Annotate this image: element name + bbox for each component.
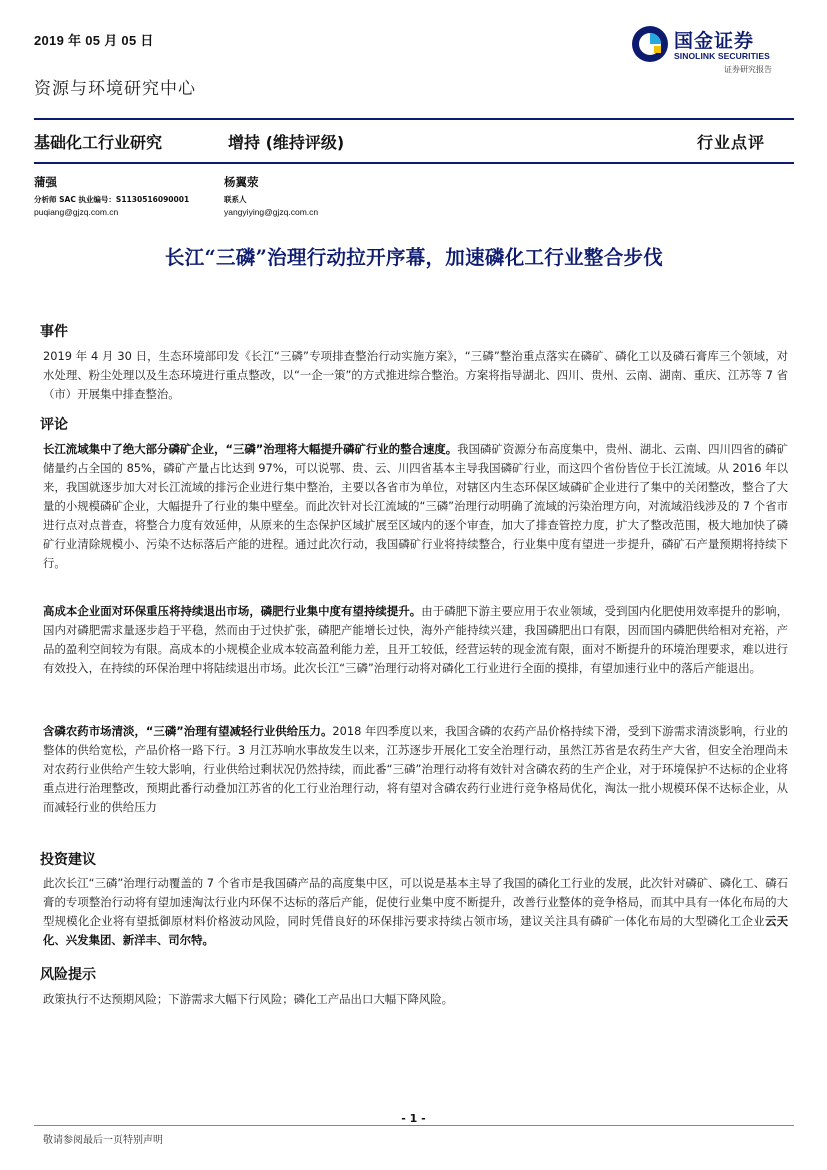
logo-emblem-icon (630, 24, 670, 64)
page-number: - 1 - (401, 1112, 426, 1125)
comment-paragraph-2 (43, 602, 788, 678)
analyst-1-email[interactable]: puqiang@gjzq.com.cn (34, 207, 119, 217)
analyst-1-role: 分析师 SAC 执业编号：S1130516090001 (34, 195, 190, 204)
report-title: 长江“三磷”治理行动拉开序幕，加速磷化工行业整合步伐 (164, 246, 664, 269)
company-logo (630, 24, 800, 80)
event-heading: 事件 (40, 324, 68, 340)
industry-label: 基础化工行业研究 (34, 133, 163, 152)
comment-paragraph-1 (43, 440, 788, 573)
report-date: 2019 年 05 月 05 日 (34, 33, 154, 48)
comment-2-body: 由于磷肥下游主要应用于农业领域，受到国内化肥使用效率提升的影响，国内对磷肥需求量逐步趋于平稳，然而由于过快扩张，磷肥产能增长过快，海外产能持续兴建，我国磷肥出口有限，因而国内磷肥供给相对充裕，产品的盈利空间较为有限。高成本的小规模企业成本较高盈利能力差，且开工较低，经营运转的现金流有限，面对不断提升的环境治理要求，难以进行有效投入，在持续的环保治理中将陆续退出市场。此次长江“三磷”治理行动将对磷化工行业进行全面的摸排，有望加速行业中的落后产能退出。 (43, 604, 788, 675)
analyst-2-email[interactable]: yangyiying@gjzq.com.cn (224, 207, 319, 217)
logo-en-text: SINOLINK SECURITIES (674, 51, 770, 61)
logo-subtitle: 证券研究报告 (724, 65, 772, 74)
logo-cn-text: 国金证券 (674, 30, 755, 52)
header-divider-bottom (34, 162, 794, 164)
analyst-2-role: 联系人 (224, 195, 247, 204)
department-name: 资源与环境研究中心 (34, 79, 196, 99)
risk-paragraph: 政策执行不达预期风险；下游需求大幅下行风险；磷化工产品出口大幅下降风险。 (43, 992, 454, 1006)
advice-companies: 云天化、兴发集团、新洋丰、司尔特。 (43, 914, 788, 947)
comment-3-body: 2018 年四季度以来，我国含磷的农药产品价格持续下滑，受到下游需求清淡影响，行业的整体的供给宽松，产品价格一路下行。3 月江苏响水事故发生以来，江苏逐步开展化工安全治理行动，虽然江苏省是农药生产大省，但安全治理尚未对农药行业供给产生较大影响，行业供给过剩状况仍然持续，而此番“三磷”治理行动将有效针对含磷农药的生产企业，对于环境保护不达标的企业将重点进行治理整改，预期此番行动叠加江苏省的化工行业治理行动，将有望对含磷农药行业进行竞争格局优化，淘汰一批小规模环保不达标企业，从而减轻行业的供给压力 (43, 724, 788, 814)
advice-paragraph (43, 874, 788, 950)
comment-3-lead: 含磷农药市场清淡，“三磷”治理有望减轻行业供给压力。 (43, 724, 333, 738)
analyst-2-name: 杨翼荥 (224, 175, 259, 189)
header-divider-top (34, 118, 794, 120)
comment-1-lead: 长江流域集中了绝大部分磷矿企业，“三磷”治理将大幅提升磷矿行业的整合速度。 (43, 442, 458, 456)
analyst-1-name: 蒲强 (34, 175, 57, 189)
advice-body: 此次长江“三磷”治理行动覆盖的 7 个省市是我国磷产品的高度集中区，可以说是基本主导了我国的磷化工行业的发展，此次针对磷矿、磷化工、磷石膏的专项整治行动将有望加速淘汰行业内环保不达标的落后产能，促使行业集中度不断提升，改善行业整体的竞争格局，而其中具有一体化布局的大型规模化企业将有望抵御原材料价格波动风险，同时凭借良好的环保排污要求持续占领市场，建议关注具有磷矿一体化布局的大型磷化工企业 (43, 876, 788, 928)
report-type-label: 行业点评 (697, 133, 766, 152)
comment-paragraph-3 (43, 722, 788, 817)
risk-heading: 风险提示 (40, 967, 96, 983)
event-paragraph: 2019 年 4 月 30 日，生态环境部印发《长江“三磷”专项排查整治行动实施方案》，“三磷”整治重点落实在磷矿、磷化工以及磷石膏库三个领域，对水处理、粉尘处理以及生态环境进行重点整改，以“一企一策”的方式推进综合整治。方案将指导湖北、四川、贵州、云南、湖南、重庆、江苏等 7 省（市）开展集中排查整治。 (43, 349, 788, 401)
comment-heading: 评论 (40, 417, 68, 433)
footer-divider (34, 1125, 794, 1126)
advice-heading: 投资建议 (40, 852, 96, 868)
footer-disclaimer-note: 敬请参阅最后一页特别声明 (43, 1135, 163, 1146)
rating-label: 增持 (维持评级) (228, 133, 345, 152)
comment-2-lead: 高成本企业面对环保重压将持续退出市场，磷肥行业集中度有望持续提升。 (43, 604, 422, 618)
comment-1-body: 我国磷矿资源分布高度集中，贵州、湖北、云南、四川四省的磷矿储量约占全国的 85%，磷矿产量占比达到 97%，可以说鄂、贵、云、川四省基本主导我国磷矿行业，而这四个省份皆位于长江流域。从 2016 年以来，我国就逐步加大对长江流域的排污企业进行集中整治，主要以各省市为单位，对辖区内生态环保区域磷矿企业进行了集中的关闭整改，整合了大量的小规模磷矿企业，大幅提升了行业的集中壁垒。而此次针对长江流域的“三磷”治理行动明确了流域的污染治理方向，对流域沿线涉及的 7 个省市进行点对点普查，将整合力度有效延伸，从原来的生态保护区域扩展至区域内的逐个审查，加大了排查管控力度，扩大了整改范围，极大地加快了磷矿行业清除规模小、污染不达标落后产能的进程。通过此次行动，我国磷矿行业将持续整合，行业集中度有望进一步提升，磷矿石产量预期将持续下行。 (43, 442, 788, 570)
